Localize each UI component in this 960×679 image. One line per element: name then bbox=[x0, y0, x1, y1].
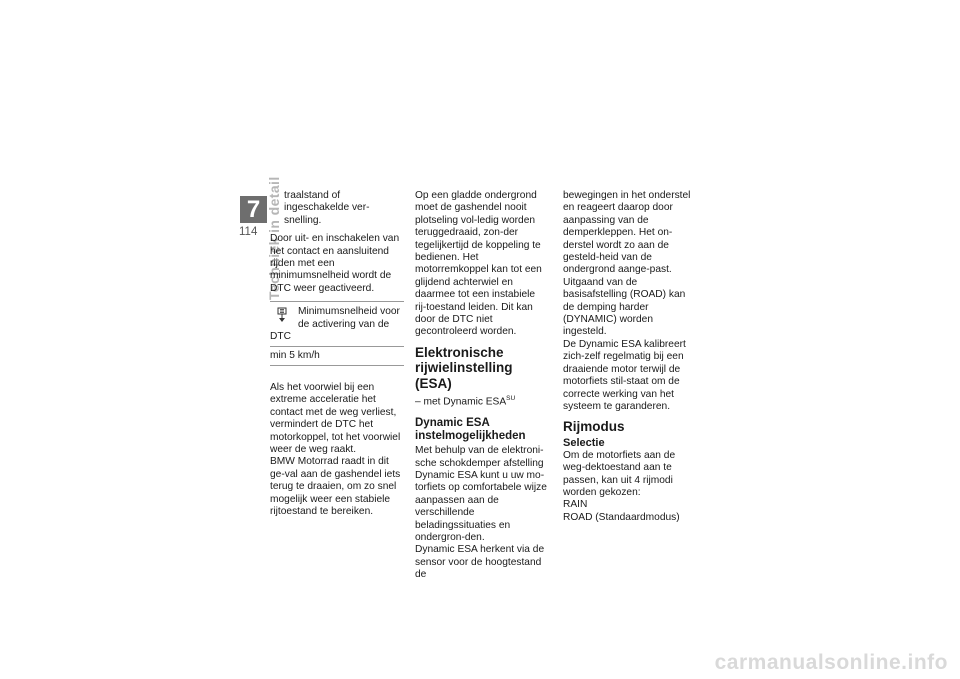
paragraph: Om de motorfiets aan de weg-dektoestand aan te passen, kan uit 4 rijmodi worden gekozen: bbox=[563, 449, 676, 499]
gauge-speed-icon bbox=[276, 307, 288, 323]
paragraph: Op een gladde ondergrond moet de gashendel nooit plotseling vol-ledig worden teruggedraaid, zon-der tegelijkertijd de koppeling te bedienen. Het motorremkoppel kan tot een glijdend achterwiel en daarmee tot een instabiele rij-toestand leiden. Dit kan door de DTC niet gecontroleerd worden. bbox=[415, 190, 542, 338]
chapter-number: 7 bbox=[246, 196, 261, 223]
paragraph: Door uit- en inschakelen van het contact en aansluitend rijden met een minimumsnelheid wordt de DTC weer geactiveerd. bbox=[270, 233, 400, 294]
spec-header bbox=[270, 302, 404, 346]
equipment-code: SU bbox=[506, 395, 516, 403]
watermark: carmanualsonline.info bbox=[714, 651, 948, 674]
page-number: 114 bbox=[239, 226, 258, 238]
section-heading: Elektronische rijwielinstelling (ESA) bbox=[415, 344, 513, 391]
paragraph: Als het voorwiel bij een extreme acceleratie het contact met de weg verliest, vermindert de DTC het motorkoppel, tot het voorwiel weer de weg raakt. bbox=[270, 381, 401, 455]
spec-label-end: DTC bbox=[270, 331, 291, 343]
paragraph: Dynamic ESA herkent via de sensor voor de hoogtestand de bbox=[415, 544, 545, 581]
equipment-prefix: – met Dynamic ESA bbox=[415, 396, 507, 408]
mode-item: ROAD (Standaardmodus) bbox=[563, 511, 680, 523]
paragraph: bewegingen in het onderstel en reageert daarop door aanpassing van de demperkleppen. Het on-derstel wordt zo aan de gesteld-heid van de ondergrond aange-past. bbox=[563, 190, 691, 276]
column-1 bbox=[270, 190, 404, 524]
chapter-number-box bbox=[240, 196, 267, 223]
paragraph: Met behulp van de elektroni-sche schokdemper afstelling Dynamic ESA kunt u uw mo-torfiets op comfortabele wijze aanpassen aan de verschillende beladingssituaties en ondergron-den. bbox=[415, 445, 547, 544]
paragraph: De Dynamic ESA kalibreert zich-zelf regelmatig bij een draaiende motor terwijl de motorfiets stil-staat om de correcte werking van het systeem te garanderen. bbox=[563, 338, 686, 412]
spec-table bbox=[270, 301, 404, 366]
paragraph: traalstand of ingeschakelde ver-snelling. bbox=[284, 190, 370, 226]
section-heading: Rijmodus bbox=[563, 419, 625, 435]
equipment-note bbox=[415, 393, 549, 409]
paragraph: Uitgaand van de basisafstelling (ROAD) kan de demping harder (DYNAMIC) worden ingesteld. bbox=[563, 276, 686, 338]
subsection-heading: Dynamic ESA instelmogelijkheden bbox=[415, 417, 526, 443]
subsection-heading: Selectie bbox=[563, 436, 605, 449]
column-2 bbox=[415, 190, 549, 588]
column-3 bbox=[563, 190, 697, 524]
spec-label: Minimumsnelheid voor de activering van de bbox=[298, 306, 400, 330]
mode-item: RAIN bbox=[563, 499, 588, 511]
spec-value: min 5 km/h bbox=[270, 346, 404, 364]
chapter-title: Techniek in detail bbox=[266, 176, 282, 300]
paragraph: BMW Motorrad raadt in dit ge-val aan de gashendel iets terug te draaien, om zo snel mogelijk weer een stabiele rijtoestand te bereiken. bbox=[270, 456, 401, 517]
